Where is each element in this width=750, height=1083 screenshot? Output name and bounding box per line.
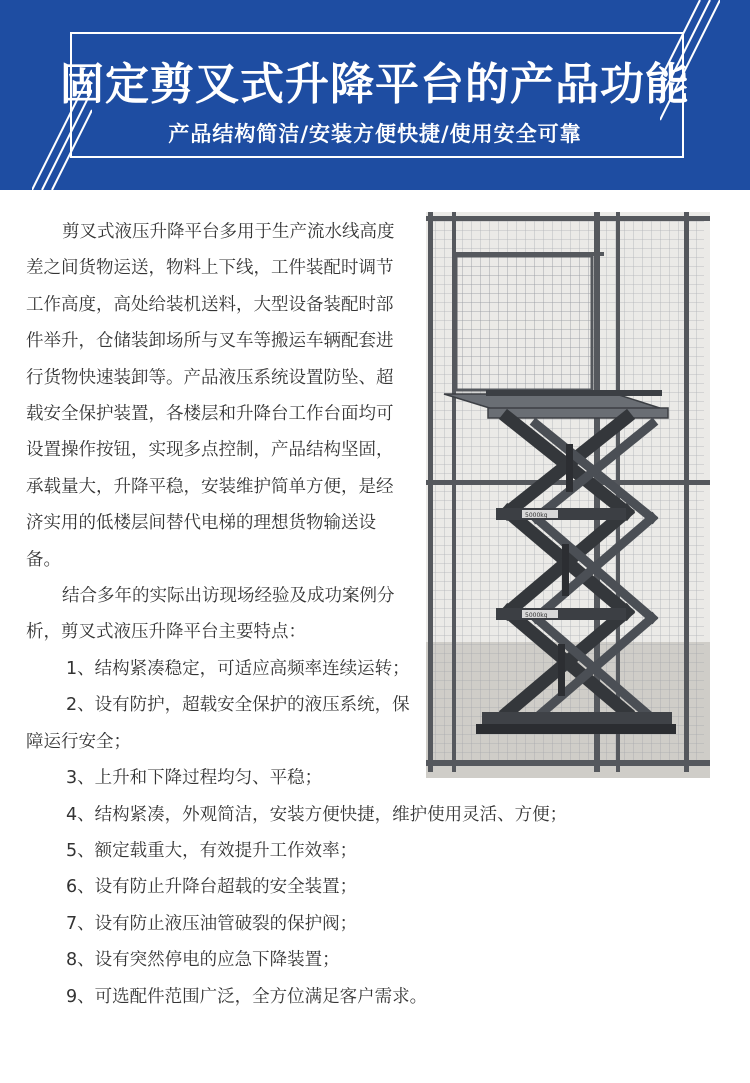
intro-paragraph: 剪叉式液压升降平台多用于生产流水线高度差之间货物运送，物料上下线，工件装配时调节工作高度，高处给装机送料，大型设备装配时部件举升，仓储装卸场所与叉车等搬运车辆配套进行货物快速装卸等。产品液压系统设置防坠、超载安全保护装置，各楼层和升降台工作台面均可设置操作按钮，实现多点控制，产品结构坚固，承载量大，升降平稳，安装维护简单方便，是经济实用的低楼层间替代电梯的理想货物输送设备。 (26, 222, 395, 570)
feature-item: 8、设有突然停电的应急下降装置； (66, 950, 340, 971)
features-intro: 结合多年的实际出访现场经验及成功案例分析，剪叉式液压升降平台主要特点： (26, 586, 395, 643)
feature-item: 3、上升和下降过程均匀、平稳； (66, 768, 323, 789)
feature-item: 5、额定载重大，有效提升工作效率； (66, 840, 358, 861)
header-banner (0, 0, 750, 190)
load-label-lower: 5000kg (525, 612, 548, 619)
feature-item: 9、可选配件范围广泛，全方位满足客户需求。 (66, 986, 428, 1007)
feature-item: 2、设有防护，超载安全保护的液压系统，保障运行安全； (26, 695, 410, 752)
scissor-lift-illustration (426, 212, 710, 778)
product-photo (426, 212, 710, 778)
feature-item: 4、结构紧凑，外观简洁，安装方便快捷，维护使用灵活、方便； (66, 804, 568, 825)
feature-item: 1、结构紧凑稳定，可适应高频率连续运转； (66, 658, 410, 679)
feature-item: 6、设有防止升降台超载的安全装置； (66, 877, 358, 898)
page-title: 固定剪叉式升降平台的产品功能 (60, 59, 690, 110)
load-label-upper: 5000kg (525, 512, 548, 519)
page-subtitle: 产品结构简洁/安装方便快捷/使用安全可靠 (168, 122, 582, 146)
feature-item: 7、设有防止液压油管破裂的保护阀； (66, 913, 358, 934)
